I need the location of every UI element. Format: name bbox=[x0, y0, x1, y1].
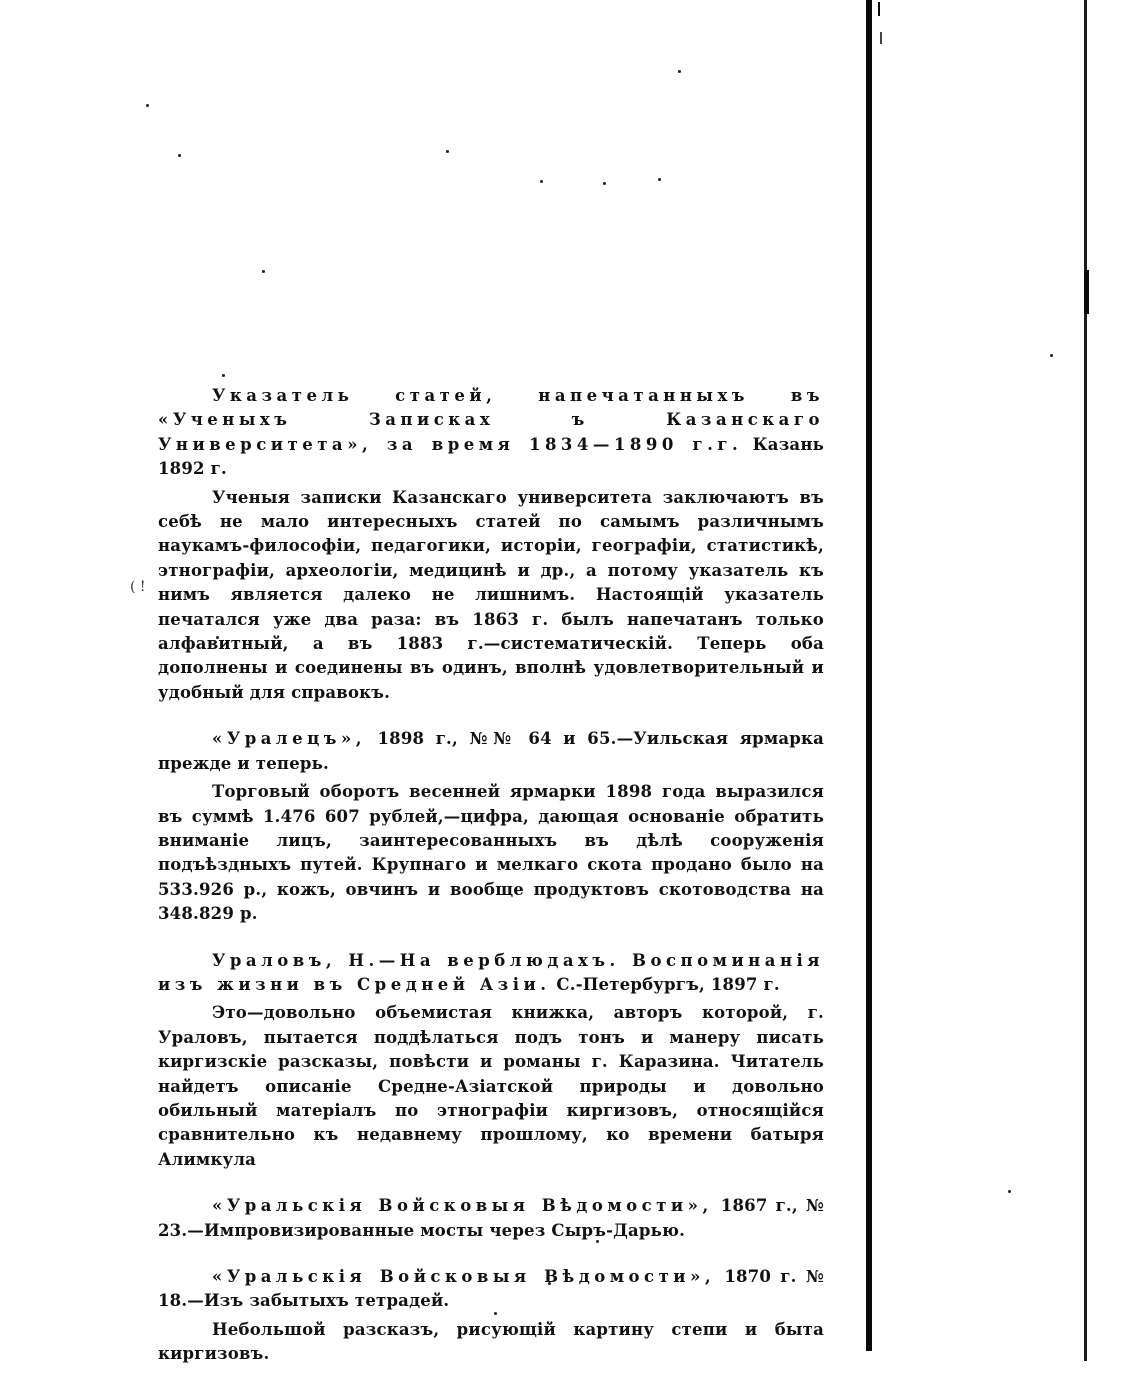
scan-speck bbox=[262, 270, 265, 273]
page-edge-tick bbox=[878, 2, 880, 16]
page-edge-tick bbox=[880, 32, 882, 44]
entry-heading bbox=[158, 949, 824, 998]
entry-publication: 1870 г. № 18.—Изъ забытыхъ тетрадей. bbox=[158, 1267, 824, 1311]
entry-publication: С.-Петербургъ, 1897 г. bbox=[550, 974, 780, 994]
entry-heading bbox=[158, 727, 824, 776]
entry-title: «Уралецъ», bbox=[212, 729, 366, 749]
entry-heading bbox=[158, 1194, 824, 1243]
entry-publication: 1898 г., №№ 64 и 65.—Уильская ярмарка прежде и теперь. bbox=[158, 729, 824, 773]
entry-annotation: Это—довольно объемистая книжка, авторъ которой, г. Ураловъ, пытается поддѣлаться подъ тонъ и манеру писать киргизскіе разсказы, повѣсти и романы г. Каразина. Читатель найдетъ описаніе Средне-Азіатской природы и довольно обильный матеріалъ по этнографіи киргизовъ, относящійся сравнительно къ недавнему прошлому, ко времени батыря Алимкула bbox=[158, 1003, 824, 1169]
scan-speck bbox=[658, 178, 661, 181]
entry-heading bbox=[158, 384, 824, 482]
entry-title: Указатель статей, напечатанныхъ въ «Ученыхъ Записках ъ Казанскаго Университета», за время 1834—1890 г.г. bbox=[158, 386, 824, 454]
scan-speck bbox=[446, 150, 449, 153]
entry-title: Ураловъ, Н.—На верблюдахъ. Воспоминанія изъ жизни въ Средней Азіи. bbox=[158, 950, 824, 994]
margin-mark: ( ! bbox=[130, 579, 146, 595]
page-edge-line bbox=[866, 0, 872, 1351]
entry-title: «Уральскія Войсковыя Вѣдомости», bbox=[212, 1267, 716, 1286]
entry-annotation: Торговый оборотъ весенней ярмарки 1898 года выразился въ суммѣ 1.476 607 рублей,—цифра, дающая основаніе обратить вниманіе лицъ, заинтересованныхъ въ дѣлѣ сооруженія подъѣздныхъ путей. Крупнаго и мелкаго скота продано было на 533.926 р., кожъ, овчинъ и вообще продуктовъ скотоводства на 348.829 р. bbox=[158, 782, 824, 924]
bibliography-entry bbox=[158, 1265, 824, 1367]
page-edge-line-thin bbox=[1084, 0, 1087, 1361]
scan-speck bbox=[1008, 1190, 1011, 1193]
entry-publication: Казань 1892 г. bbox=[158, 434, 824, 479]
scan-speck bbox=[222, 374, 225, 377]
bibliography-entry bbox=[158, 949, 824, 1173]
bibliography-entry bbox=[158, 1194, 824, 1243]
text-column bbox=[158, 384, 824, 1389]
scan-speck bbox=[178, 154, 181, 157]
scan-speck bbox=[540, 180, 543, 183]
scan-speck bbox=[1050, 354, 1053, 357]
page-edge-mark bbox=[1084, 270, 1089, 314]
bibliography-entry bbox=[158, 384, 824, 705]
entry-annotation: Ученыя записки Казанскаго университета заключаютъ въ себѣ не мало интересныхъ статей по самымъ различнымъ наукамъ-философіи, педагогики, исторіи, географіи, статистикѣ, этнографіи, археологіи, медицинѣ и др., а потому указатель къ нимъ является далеко не лишнимъ. Настоящій указатель печатался уже два раза: въ 1863 г. былъ напечатанъ только алфавитный, а въ 1883 г.—систематическій. Теперь оба дополнены и соединены въ одинъ, вполнѣ удовлетворительный и удобный для справокъ. bbox=[158, 487, 824, 702]
entry-title: «Уральскія Войсковыя Вѣдомости», bbox=[212, 1196, 713, 1216]
entry-annotation: Небольшой разсказъ, рисующій картину степи и быта киргизовъ. bbox=[158, 1319, 824, 1364]
scan-speck bbox=[678, 70, 681, 73]
bibliography-entry bbox=[158, 727, 824, 926]
scan-speck bbox=[603, 182, 606, 185]
entry-heading bbox=[158, 1265, 824, 1314]
scan-speck bbox=[146, 104, 149, 107]
entry-publication: 1867 г., № 23.—Импровизированные мосты через Сыръ-Дарью. bbox=[158, 1196, 824, 1240]
